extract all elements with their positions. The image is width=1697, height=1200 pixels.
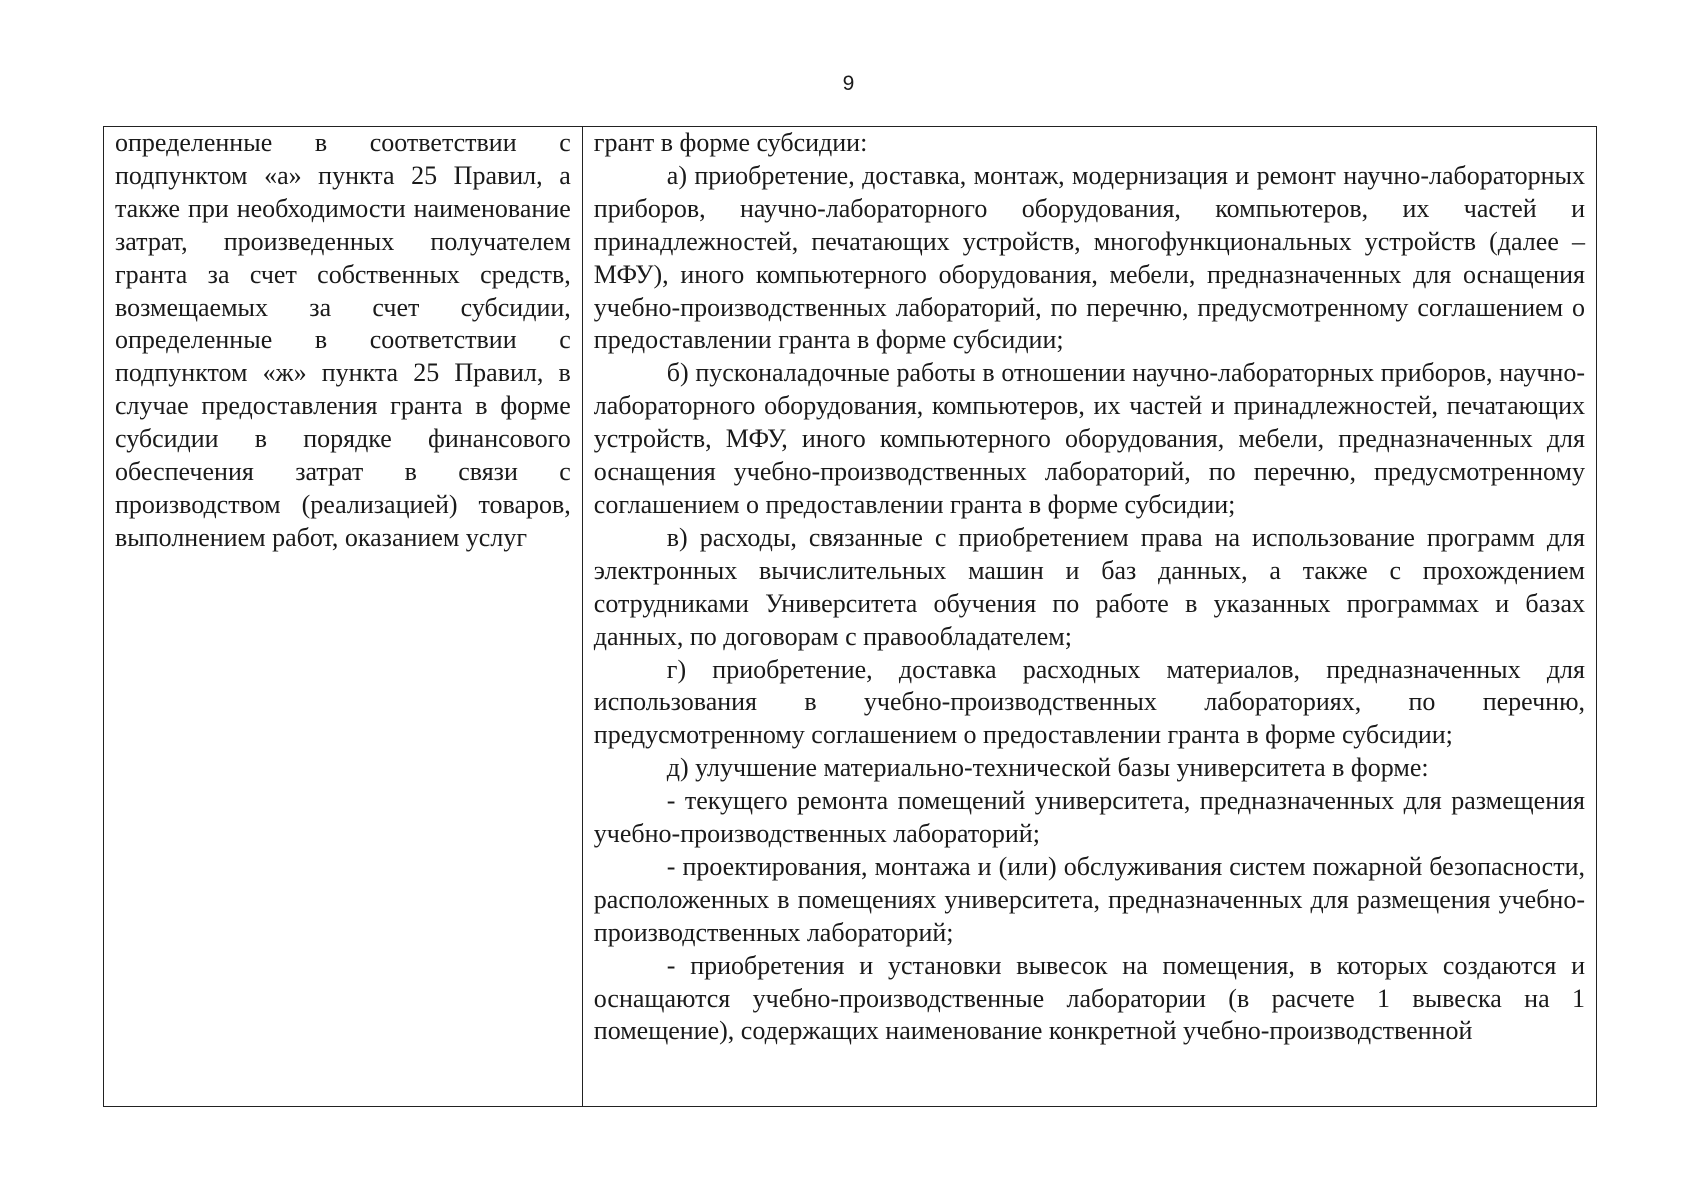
list-item-g: г) приобретение, доставка расходных материалов, предназначенных для использования в учебно-производственных лабораториях, по перечню, предусмотренному соглашением о предоставлении гранта в форме субсидии; — [593, 654, 1585, 750]
list-item-b: б) пусконаладочные работы в отношении научно-лабораторных приборов, научно-лабораторного оборудования, компьютеров, их частей и принадлежностей, печатающих устройств, МФУ, иного компьютерного оборудования, мебели, предназначенных для оснащения учебно-производственных лабораторий, по перечню, предусмотренному соглашением о предоставлении гранта в форме субсидии; — [593, 358, 1585, 519]
list-subitem-signs: - приобретения и установки вывесок на помещения, в которых создаются и оснащаются учебно-производственные лаборатории (в расчете 1 вывеска на 1 помещение), содержащих наименование конкретной учебно-производственной — [593, 950, 1585, 1046]
right-cell-first-line: грант в форме субсидии: — [593, 128, 868, 157]
left-cell-text: определенные в соответствии с подпунктом «а» пункта 25 Правил, а также при необходимости наименование затрат, произведенных получателем гранта за счет собственных средств, возмещаемых за счет субсидии, определенные в соответствии с подпунктом «ж» пункта 25 Правил, в случае предоставления гранта в форме субсидии в порядке финансового обеспечения затрат в связи с производством (реализацией) товаров, выполнением работ, оказанием услуг — [115, 128, 571, 552]
list-item-v: в) расходы, связанные с приобретением права на использование программ для электронных вычислительных машин и баз данных, а также с прохождением сотрудниками Университета обучения по работе в указанных программах и базах данных, по договорам с правообладателем; — [593, 522, 1585, 651]
table-row — [104, 127, 1597, 1107]
table-cell-right — [582, 127, 1596, 1107]
list-item-a: а) приобретение, доставка, монтаж, модернизация и ремонт научно-лабораторных приборов, научно-лабораторного оборудования, компьютеров, их частей и принадлежностей, печатающих устройств, многофункциональных устройств (далее – МФУ), иного компьютерного оборудования, мебели, предназначенных для оснащения учебно-производственных лабораторий, по перечню, предусмотренному соглашением о предоставлении гранта в форме субсидии; — [593, 160, 1585, 355]
list-item-d: д) улучшение материально-технической базы университета в форме: — [666, 753, 1429, 783]
list-subitem-fire-safety: - проектирования, монтажа и (или) обслуживания систем пожарной безопасности, расположенных в помещениях университета, предназначенных для размещения учебно-производственных лабораторий; — [593, 851, 1585, 947]
document-table — [103, 126, 1597, 1107]
table-cell-left — [104, 127, 583, 1107]
list-subitem-repair: - текущего ремонта помещений университета, предназначенных для размещения учебно-производственных лабораторий; — [593, 786, 1585, 849]
page-number: 9 — [842, 72, 855, 95]
